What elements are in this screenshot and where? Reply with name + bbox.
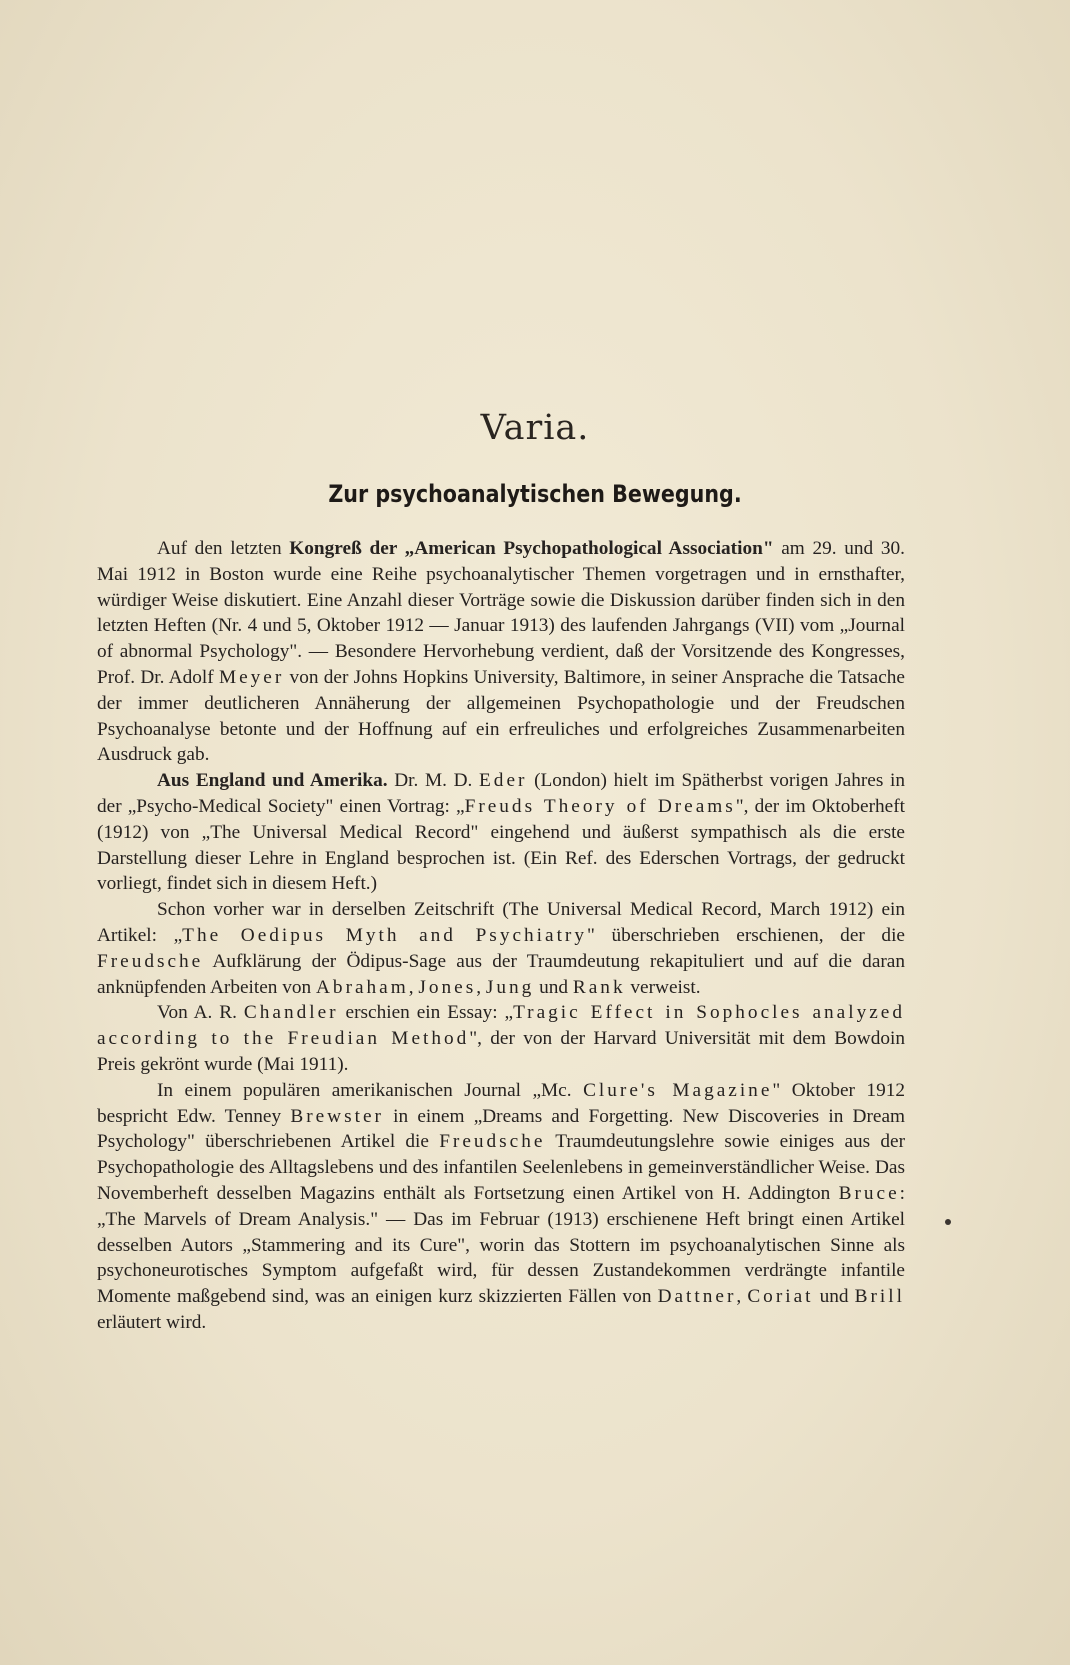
text: verweist. — [625, 976, 701, 998]
title-oedipus-myth: The Oedipus Myth and Psychiatry — [182, 924, 587, 946]
title-tragic-effect: Tragic Effect in Sophocles analyzed according to the Freudian Method — [97, 1002, 905, 1050]
text: ", der von der Harvard Universität mit dem Bowdoin Preis gekrönt wurde (Mai 1911). — [97, 1028, 905, 1075]
text: Schon vorher war in derselben Zeitschrift (The Universal Medical Record, March 1912) ein Artikel: „ — [97, 899, 905, 946]
article-body — [97, 536, 905, 1336]
margin-mark — [945, 1219, 951, 1225]
name-brill: Brill — [854, 1286, 905, 1308]
text: In einem populären amerikanischen Journal „Mc. — [157, 1079, 584, 1101]
text: und — [534, 976, 573, 998]
name-brewster: Brewster — [290, 1105, 384, 1127]
text: , — [408, 976, 419, 998]
name-jones: Jones — [418, 976, 477, 998]
text: am 29. und 30. Mai 1912 in Boston wurde eine Reihe psychoanalytischer Themen vorgetragen und in ernsthafter, würdiger Weise diskutiert. Eine Anzahl dieser Vorträge sowie die Diskussion darüber finden sich in den letzten Heften (Nr. 4 und 5, Oktober 1912 — Januar 1913) des laufenden Jahrgangs (VII) vom „Journal of abnormal Psychology". — Besondere Hervorhebung verdient, daß der Vorsitzende des Kongresses, Prof. Dr. Adolf — [97, 538, 905, 688]
text: ", der im Oktoberheft (1912) von „The Universal Medical Record" eingehend und äußerst sympathisch als die erste Darstellung dieser Lehre in England besprochen ist. (Ein Ref. des Ederschen Vortrags, der gedruckt vorliegt, findet sich in diesem Heft.) — [97, 795, 905, 895]
name-coriat: Coriat — [747, 1286, 814, 1308]
paragraph-congress — [97, 536, 905, 768]
text: von der Johns Hopkins University, Baltimore, in seiner Ansprache die Tatsache der immer deutlicheren Annäherung der allgemeinen Psychopathologie und der Freudschen Psychoanalyse betonte und der Hoffnung auf ein erfreuliches und erfolgreiches Zusammenarbeiten Ausdruck gab. — [97, 666, 905, 766]
paragraph-oedipus — [97, 897, 905, 1000]
text: Traumdeutungslehre sowie einiges aus der Psychopathologie des Alltagslebens und des infantilen Seelenlebens in gemeinverständlicher Weise. Das Novemberheft desselben Magazins enthält als Fortsetzung einen Artikel von H. Addington — [97, 1131, 905, 1204]
text: , — [736, 1286, 748, 1308]
text: erläutert wird. — [97, 1311, 207, 1333]
text: Von A. R. — [157, 1002, 244, 1024]
page-title: Varia. — [480, 408, 590, 448]
name-freudsche: Freudsche — [439, 1131, 546, 1153]
text: " Oktober 1912 bespricht Edw. Tenney — [97, 1079, 905, 1127]
name-freudsche: Freudsche — [97, 950, 204, 972]
paragraph-chandler — [97, 1000, 905, 1077]
text: Aufklärung der Ödipus-Sage aus der Traumdeutung rekapituliert und auf die daran anknüpfenden Arbeiten von — [97, 950, 905, 998]
name-meyer: Meyer — [218, 666, 285, 688]
name-dattner: Dattner — [657, 1286, 737, 1308]
text: und — [813, 1286, 855, 1308]
text: in einem „Dreams and Forgetting. New Discoveries in Dream Psychology" überschriebenen Artikel die — [97, 1105, 905, 1153]
paragraph-england-america — [97, 768, 905, 897]
text: erschien ein Essay: „ — [338, 1002, 514, 1024]
text: , — [476, 976, 486, 998]
paragraph-mcclures — [97, 1078, 905, 1336]
section-heading: Zur psychoanalytischen Bewegung. — [328, 480, 742, 508]
text: (London) hielt im Spätherbst vorigen Jahres in der „Psycho-Medical Society" einen Vortrag: „ — [97, 770, 906, 817]
text: Auf den letzten — [157, 538, 290, 559]
title-mcclures-magazine: Clure's Magazine — [583, 1079, 773, 1101]
name-abraham: Abraham — [316, 976, 409, 998]
emphasis-england-america: Aus England und Amerika. — [157, 770, 388, 792]
name-jung: Jung — [485, 976, 535, 998]
text: Dr. M. D. — [387, 770, 480, 792]
name-rank: Rank — [572, 976, 626, 998]
title-freuds-theory: Freuds Theory of Dreams — [464, 795, 736, 817]
name-chandler: Chandler — [243, 1002, 339, 1024]
name-bruce: Bruce — [838, 1182, 900, 1204]
text: " überschrieben erschienen, der die — [587, 924, 905, 946]
name-eder: Eder — [479, 770, 528, 792]
emphasis-congress: Kongreß der „American Psychopathological Association" — [289, 538, 774, 559]
text: : „The Marvels of Dream Analysis." — Das im Februar (1913) erschienene Heft bringt einen Artikel desselben Autors „Stammering and its Cure", worin das Stottern im psychoanalytischen Sinne als psychoneurotisches Symptom aufgefaßt wird, für dessen Zustandekommen verdrängte infantile Momente maßgebend sind, was an einigen kurz skizzierten Fällen von — [97, 1182, 905, 1308]
